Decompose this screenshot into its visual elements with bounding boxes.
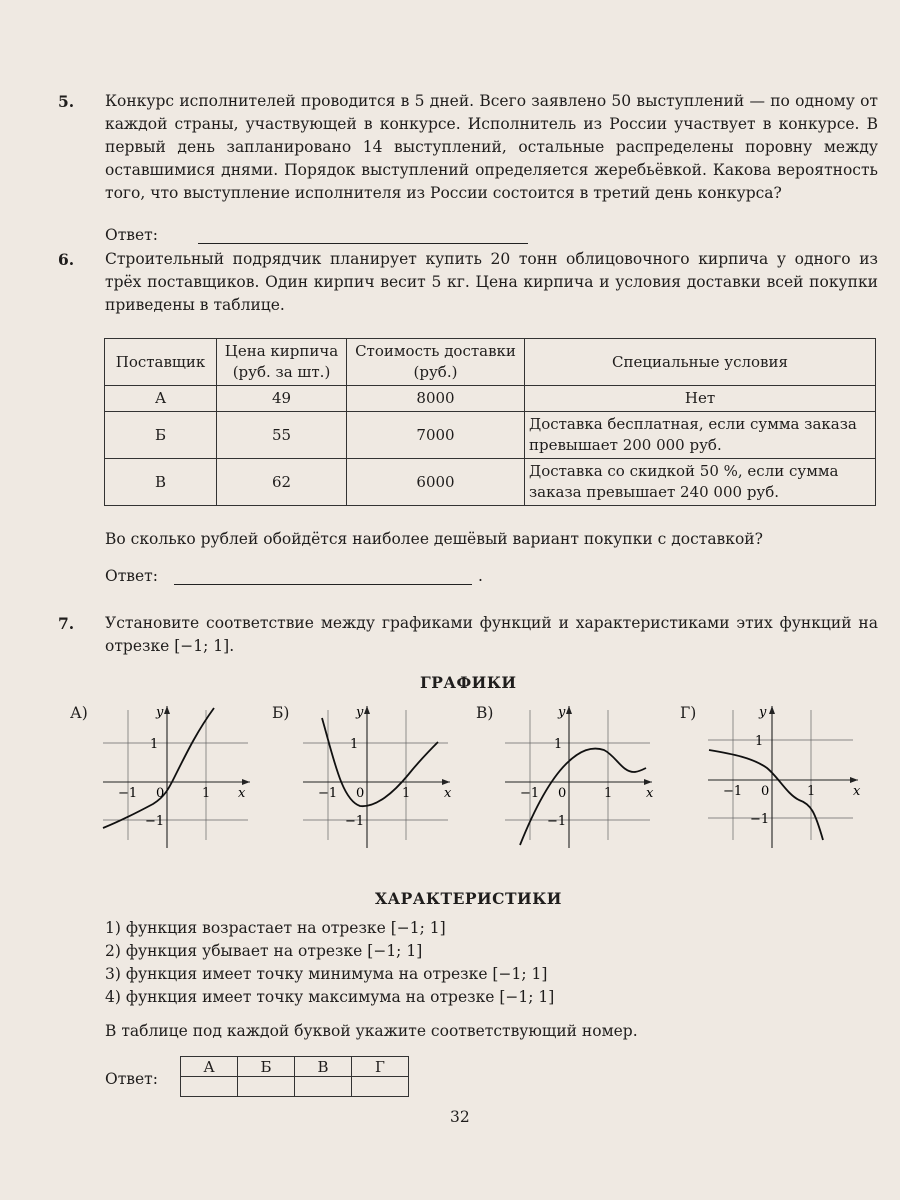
table-cell: Доставка со скидкой 50 %, если сумма заказа превышает 240 000 руб. (525, 459, 876, 506)
answer-line-5[interactable] (105, 225, 528, 244)
tick-1-x: 1 (402, 786, 411, 801)
table-header-row (105, 339, 876, 386)
answer-line-6[interactable] (105, 566, 483, 585)
graph-b (298, 700, 458, 855)
page-number: 32 (450, 1108, 470, 1126)
table-cell: 6000 (347, 459, 525, 506)
table-header: Специальные условия (525, 339, 876, 386)
tick-minus-1-x: −1 (520, 786, 540, 801)
graph-label-v: В) (476, 704, 494, 722)
table-cell: 8000 (347, 386, 525, 412)
tick-1: 1 (150, 737, 159, 752)
table-row (181, 1057, 409, 1077)
task-6-question (58, 528, 878, 551)
tick-minus-1: −1 (547, 814, 567, 829)
answer-table (180, 1056, 409, 1097)
answer-label: Ответ: (105, 567, 158, 585)
graphs-title: ГРАФИКИ (420, 673, 517, 692)
tick-0: 0 (761, 784, 770, 799)
table-cell: 7000 (347, 412, 525, 459)
tick-1-x: 1 (807, 784, 816, 799)
table-row (105, 412, 876, 459)
tick-minus-1: −1 (750, 812, 770, 827)
task-7-instruction (58, 1020, 878, 1043)
list-item: 4) функция имеет точку максимума на отрезке [−1; 1] (105, 988, 555, 1006)
tick-minus-1-x: −1 (118, 786, 138, 801)
table-header: Стоимость доставки (руб.) (347, 339, 525, 386)
table-cell: 49 (217, 386, 347, 412)
table-cell: А (105, 386, 217, 412)
answer-label-7: Ответ: (105, 1070, 158, 1088)
answer-blank[interactable] (174, 566, 472, 585)
answer-cell-a[interactable] (181, 1077, 238, 1097)
tick-1-x: 1 (604, 786, 613, 801)
axis-y: y (558, 705, 566, 720)
tick-1: 1 (350, 737, 359, 752)
answer-cell-g[interactable] (352, 1077, 409, 1097)
table-cell: В (105, 459, 217, 506)
task-5 (58, 90, 878, 205)
answer-letter: В (295, 1057, 352, 1077)
table-header: Цена кирпича (руб. за шт.) (217, 339, 347, 386)
axis-x: x (238, 786, 246, 801)
graph-a (98, 700, 258, 855)
graph-label-a: А) (70, 704, 88, 722)
answer-label: Ответ: (105, 226, 158, 244)
axis-x: x (444, 786, 452, 801)
task-text: Конкурс исполнителей проводится в 5 дней. Всего заявлено 50 выступлений — по одному от каждой страны, участвующей в конкурсе. Исполнитель из России участвует в конкурсе. В первый день запланировано 14 выступлений, остальные распределены поровну между оставшимися днями. Порядок выступлений определяется жеребьёвкой. Какова вероятность того, что выступление исполнителя из России состоится в третий день конкурса? (105, 92, 878, 202)
table-row[interactable] (181, 1077, 409, 1097)
table-row (105, 459, 876, 506)
task-7 (58, 612, 878, 658)
list-item: 3) функция имеет точку минимума на отрезке [−1; 1] (105, 965, 548, 983)
answer-blank[interactable] (198, 225, 528, 244)
tick-minus-1: −1 (145, 814, 165, 829)
table-cell: 55 (217, 412, 347, 459)
answer-period: . (477, 567, 483, 585)
task-number: 7. (58, 614, 75, 633)
table-cell: 62 (217, 459, 347, 506)
list-item: 2) функция убывает на отрезке [−1; 1] (105, 942, 423, 960)
task-6 (58, 248, 878, 317)
task-number: 5. (58, 92, 75, 111)
tick-1: 1 (755, 734, 764, 749)
axis-y: y (156, 705, 164, 720)
answer-letter: Г (352, 1057, 409, 1077)
axis-x: x (646, 786, 654, 801)
task-text: Установите соответствие между графиками функций и характеристиками этих функций на отрезке [−1; 1]. (105, 614, 878, 655)
tick-1: 1 (554, 737, 563, 752)
graph-g (703, 700, 868, 855)
graph-v (500, 700, 660, 855)
table-cell: Нет (525, 386, 876, 412)
task-number: 6. (58, 250, 75, 269)
answer-cell-b[interactable] (238, 1077, 295, 1097)
question-text: Во сколько рублей обойдётся наиболее дешёвый вариант покупки с доставкой? (105, 530, 763, 548)
graph-label-b: Б) (272, 704, 290, 722)
tick-0: 0 (156, 786, 165, 801)
axis-y: y (759, 705, 767, 720)
characteristics-title: ХАРАКТЕРИСТИКИ (375, 889, 562, 908)
answer-letter: А (181, 1057, 238, 1077)
answer-cell-v[interactable] (295, 1077, 352, 1097)
list-item: 1) функция возрастает на отрезке [−1; 1] (105, 919, 446, 937)
instruction-text: В таблице под каждой буквой укажите соответствующий номер. (105, 1022, 638, 1040)
suppliers-table (104, 338, 876, 506)
tick-minus-1: −1 (345, 814, 365, 829)
task-text: Строительный подрядчик планирует купить 20 тонн облицовочного кирпича у одного из трёх поставщиков. Один кирпич весит 5 кг. Цена кирпича и условия доставки всей покупки приведены в таблице. (105, 250, 878, 314)
table-cell: Б (105, 412, 217, 459)
graph-label-g: Г) (680, 704, 697, 722)
table-cell: Доставка бесплатная, если сумма заказа превышает 200 000 руб. (525, 412, 876, 459)
tick-0: 0 (356, 786, 365, 801)
axis-y: y (356, 705, 364, 720)
characteristics-list (105, 917, 554, 1009)
axis-x: x (853, 784, 861, 799)
tick-1-x: 1 (202, 786, 211, 801)
table-header: Поставщик (105, 339, 217, 386)
table-row (105, 386, 876, 412)
tick-minus-1-x: −1 (318, 786, 338, 801)
tick-minus-1-x: −1 (723, 784, 743, 799)
answer-letter: Б (238, 1057, 295, 1077)
tick-0: 0 (558, 786, 567, 801)
